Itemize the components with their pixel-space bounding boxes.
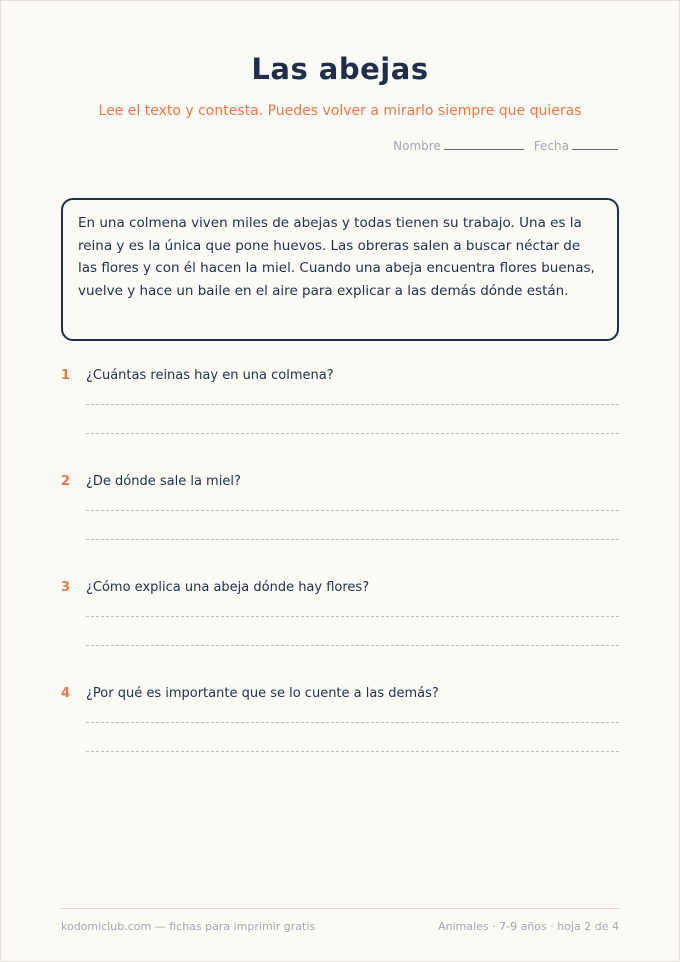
footer-divider: [61, 908, 619, 909]
page-title: Las abejas: [251, 52, 429, 86]
answer-line[interactable]: [86, 433, 619, 434]
footer-site-credit: kodomiclub.com — fichas para imprimir gratis: [61, 920, 316, 933]
name-field[interactable]: [444, 139, 524, 150]
answer-line[interactable]: [86, 510, 619, 511]
question-text: ¿Cómo explica una abeja dónde hay flores?: [86, 580, 370, 595]
reading-text-box: En una colmena viven miles de abejas y todas tienen su trabajo. Una es la reina y es la única que pone huevos. Las obreras salen a buscar néctar de las flores y con él hacen la miel. Cuando una abeja encuentra flores buenas, vuelve y hace un baile en el aire para explicar a las demás dónde están.: [61, 198, 619, 341]
footer-page-info: Animales · 7-9 años · hoja 2 de 4: [438, 920, 619, 933]
date-label: Fecha: [533, 139, 569, 153]
answer-line[interactable]: [86, 645, 619, 646]
instructions-subtitle: Lee el texto y contesta. Puedes volver a mirarlo siempre que quieras: [98, 103, 582, 119]
question-number: 4: [61, 686, 71, 701]
question-number: 3: [61, 580, 71, 595]
question-2: [61, 474, 619, 540]
student-info: [393, 139, 618, 153]
question-text: ¿De dónde sale la miel?: [86, 474, 241, 489]
answer-line[interactable]: [86, 616, 619, 617]
answer-line[interactable]: [86, 404, 619, 405]
question-number: 2: [61, 474, 71, 489]
answer-line[interactable]: [86, 539, 619, 540]
question-number: 1: [61, 368, 71, 383]
question-3: [61, 580, 619, 646]
date-field[interactable]: [572, 139, 618, 150]
name-label: Nombre: [393, 139, 441, 153]
question-4: [61, 686, 619, 752]
question-text: ¿Cuántas reinas hay en una colmena?: [86, 368, 334, 383]
answer-line[interactable]: [86, 751, 619, 752]
question-1: [61, 368, 619, 434]
question-text: ¿Por qué es importante que se lo cuente a las demás?: [86, 686, 439, 701]
answer-line[interactable]: [86, 722, 619, 723]
